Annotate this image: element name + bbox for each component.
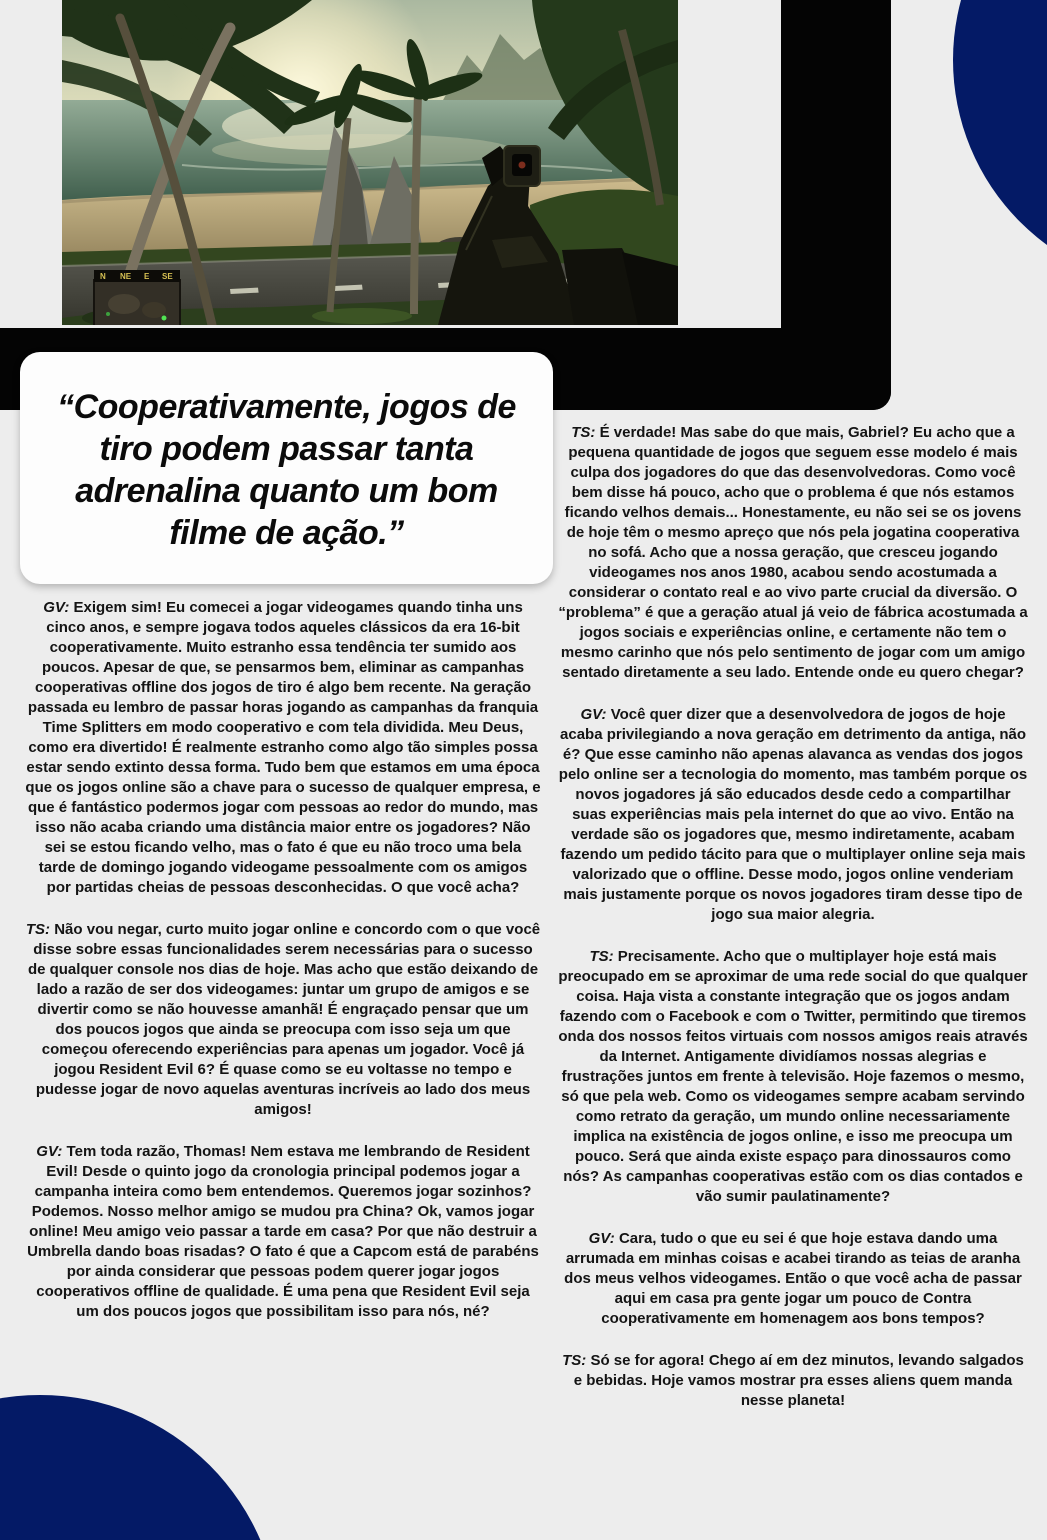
- paragraph-text: Não vou negar, curto muito jogar online e concordo com o que você disse sobre essas funcionalidades serem necessárias para o sucesso de qualquer console nos dias de hoje. Mas acho que estão deixando de lado a razão de ser dos videogames: juntar um grupo de amigos e se divertir como se não houvesse amanhã! É engraçado pensar que um dos poucos jogos que ainda se preocupa com isso seja um que começou oferecendo experiências para apenas um jogador. Você já jogou Resident Evil 6? É quase como se eu voltasse no tempo e pudesse jogar de novo aquelas aventuras incríveis ao lado dos meus amigos!: [27, 921, 541, 1118]
- speaker-label: TS:: [25, 921, 51, 938]
- interview-paragraph: [558, 947, 1028, 1207]
- interview-paragraph: [558, 423, 1028, 683]
- interview-paragraph: [558, 705, 1028, 925]
- speaker-label: GV:: [36, 1143, 63, 1160]
- speaker-label: TS:: [562, 1352, 587, 1369]
- interview-paragraph: [25, 1142, 541, 1322]
- interview-paragraph: [25, 920, 541, 1120]
- decor-circle-bottom-left: [0, 1395, 280, 1540]
- interview-paragraph: [558, 1229, 1028, 1329]
- paragraph-text: Cara, tudo o que eu sei é que hoje estava dando uma arrumada em minhas coisas e acabei tirando as teias de aranha dos meus velhos videogames. Então o que você acha de passar aqui em casa pra gente jogar um pouco de Contra cooperativamente em homenagem aos bons tempos?: [564, 1230, 1022, 1327]
- paragraph-text: Precisamente. Acho que o multiplayer hoje está mais preocupado em se aproximar de uma rede social do que qualquer coisa. Haja vista a constante integração que os jogos andam fazendo com o Facebook e com o Twitter, permitindo que tiremos onda dos nossos feitos virtuais com nossos amigos reais através da Internet. Antigamente dividíamos nossas alegrias e frustrações juntos em frente à televisão. Hoje fazemos o mesmo, só que pela web. Como os videogames sempre acabam servindo como retrato da geração, um mundo online necessariamente implica na existência de jogos online, e isso me preocupa um pouco. Será que ainda existe espaço para dinossauros como nós? As campanhas cooperativas estão com os dias contados e vão sumir paulatinamente?: [558, 948, 1028, 1205]
- paragraph-text: Exigem sim! Eu comecei a jogar videogames quando tinha uns cinco anos, e sempre jogava todos aqueles clássicos da era 16-bit cooperativamente. Muito estranho essa tendência ter sumido aos poucos. Apesar de que, se pensarmos bem, eliminar as campanhas cooperativas offline dos jogos de tiro é algo bem recente. Na geração passada eu lembro de passar horas jogando as campanhas da franquia Time Splitters em modo cooperativo e com tela dividida. Meu Deus, como era divertido! É realmente estranho como algo tão simples possa estar sendo extinto dessa forma. Tudo bem que estamos em uma época que os jogos online são a chave para o sucesso de qualquer empresa, e que é fantástico podermos jogar com pessoas ao redor do mundo, mas isso não acaba criando uma distância maior entre os jogadores? Não sei se estou ficando velho, mas o fato é que eu não troco uma bela tarde de domingo jogando videogame pessoalmente com os amigos por partidas cheias de pessoas desconhecidas. O que você acha?: [25, 599, 541, 896]
- interview-paragraph: [558, 1351, 1028, 1411]
- interview-column-right: [558, 423, 1028, 1433]
- speaker-label: GV:: [580, 706, 607, 723]
- speaker-label: TS:: [589, 948, 614, 965]
- paragraph-text: Só se for agora! Chego aí em dez minutos, levando salgados e bebidas. Hoje vamos mostrar pra esses aliens quem manda nesse planeta!: [573, 1352, 1024, 1409]
- pull-quote-text: “Cooperativamente, jogos de tiro podem passar tanta adrenalina quanto um bom filme de ação.”: [57, 388, 516, 552]
- game-screenshot: [62, 0, 678, 325]
- interview-paragraph: [25, 598, 541, 898]
- beach-scene-illustration: [62, 0, 678, 325]
- interview-column-left: [25, 598, 541, 1344]
- compass-se: SE: [162, 272, 173, 281]
- paragraph-text: Você quer dizer que a desenvolvedora de jogos de hoje acaba privilegiando a nova geração em detrimento da antiga, não é? Que esse caminho não apenas alavanca as vendas dos jogos pelo online ser a tecnologia do momento, mas também porque os novos jogadores já são educados desde cedo a compartilhar suas experiências mais pela internet do que ao vivo. Então na verdade são os jogadores que, mesmo indiretamente, acabam fazendo um pedido tácito para que o multiplayer online seja mais valorizado que o offline. Desse modo, jogos online venderiam mais justamente porque os novos jogadores tiram desse tipo de jogo sua maior alegria.: [558, 706, 1028, 923]
- minimap: [94, 270, 180, 325]
- pull-quote-card: [20, 352, 553, 584]
- speaker-label: GV:: [43, 599, 70, 616]
- speaker-label: TS:: [571, 424, 596, 441]
- compass-n: N: [100, 272, 106, 281]
- compass-e: E: [144, 272, 150, 281]
- decor-circle-top-right: [953, 0, 1047, 289]
- paragraph-text: É verdade! Mas sabe do que mais, Gabriel? Eu acho que a pequena quantidade de jogos que seguem esse modelo é mais culpa dos jogadores do que das desenvolvedoras. Como você bem disse há pouco, acho que o problema é que nós estamos ficando velhos demais... Honestamente, eu não sei se os jovens de hoje têm o mesmo apreço que nós pela jogatina cooperativa no sofá. Acho que a nossa geração, que cresceu jogando videogames nos anos 1980, acabou sendo acostumada a considerar o contato real e ao vivo parte crucial da diversão. O “problema” é que a geração atual já veio de fábrica acostumada a jogos sociais e experiências online, e certamente não tem o mesmo carinho que nós pelo sentimento de jogar com um amigo sentado diretamente a seu lado. Entende onde eu quero chegar?: [558, 424, 1028, 681]
- speaker-label: GV:: [588, 1230, 615, 1247]
- paragraph-text: Tem toda razão, Thomas! Nem estava me lembrando de Resident Evil! Desde o quinto jogo da cronologia principal podemos jogar a campanha inteira como bem entendemos. Queremos jogar sozinhos? Podemos. Nosso melhor amigo se mudou pra China? Ok, vamos jogar online! Meu amigo veio passar a tarde em casa? Por que não destruir a Umbrella dando boas risadas? O fato é que a Capcom está de parabéns por ainda considerar que pessoas podem querer jogar jogos cooperativos offline de qualidade. É uma pena que Resident Evil seja um dos poucos jogos que possibilitam isso para nós, né?: [27, 1143, 539, 1320]
- compass-ne: NE: [120, 272, 132, 281]
